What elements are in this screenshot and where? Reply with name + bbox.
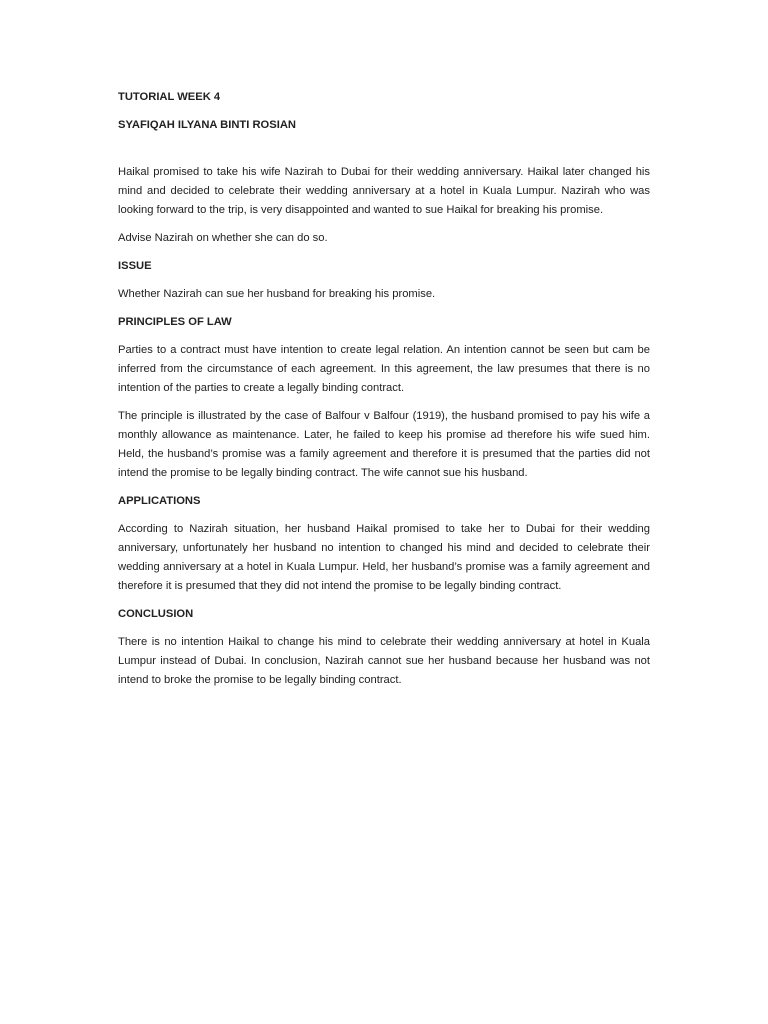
principles-heading: PRINCIPLES OF LAW (118, 316, 232, 328)
principles-paragraph-1: Parties to a contract must have intention to create legal relation. An intention cannot be seen but cam be inferred from the circumstance of each agreement. In this agreement, the law presumes that there is no intention of the parties to create a legally binding contract. (118, 344, 650, 394)
author-name: SYAFIQAH ILYANA BINTI ROSIAN (118, 119, 296, 131)
conclusion-text: There is no intention Haikal to change his mind to celebrate their wedding anniversary at hotel in Kuala Lumpur instead of Dubai. In conclusion, Nazirah cannot sue her husband because her husband was not intend to broke the promise to be legally binding contract. (118, 636, 650, 686)
applications-heading: APPLICATIONS (118, 495, 201, 507)
question-task: Advise Nazirah on whether she can do so. (118, 232, 328, 244)
conclusion-heading: CONCLUSION (118, 608, 194, 620)
principles-paragraph-2: The principle is illustrated by the case of Balfour v Balfour (1919), the husband promised to pay his wife a monthly allowance as maintenance. Later, he failed to keep his promise ad therefore his wife sued him. Held, the husband’s promise was a family agreement and therefore it is presumed that the parties did not intend the promise to be legally binding contract. The wife cannot sue his husband. (118, 410, 650, 479)
document-body (118, 88, 650, 690)
issue-text: Whether Nazirah can sue her husband for breaking his promise. (118, 288, 436, 300)
issue-heading: ISSUE (118, 260, 152, 272)
applications-text: According to Nazirah situation, her husband Haikal promised to take her to Dubai for their wedding anniversary, unfortunately her husband no intention to changed his mind and decided to celebrate their wedding anniversary at a hotel in Kuala Lumpur. Held, her husband’s promise was a family agreement and therefore it is presumed that they did not intend the promise to be legally binding contract. (118, 523, 650, 592)
question-scenario: Haikal promised to take his wife Nazirah to Dubai for their wedding anniversary. Haikal later changed his mind and decided to celebrate their wedding anniversary at a hotel in Kuala Lumpur. Nazirah who was looking forward to the trip, is very disappointed and wanted to sue Haikal for breaking his promise. (118, 166, 650, 216)
document-title: TUTORIAL WEEK 4 (118, 91, 221, 103)
